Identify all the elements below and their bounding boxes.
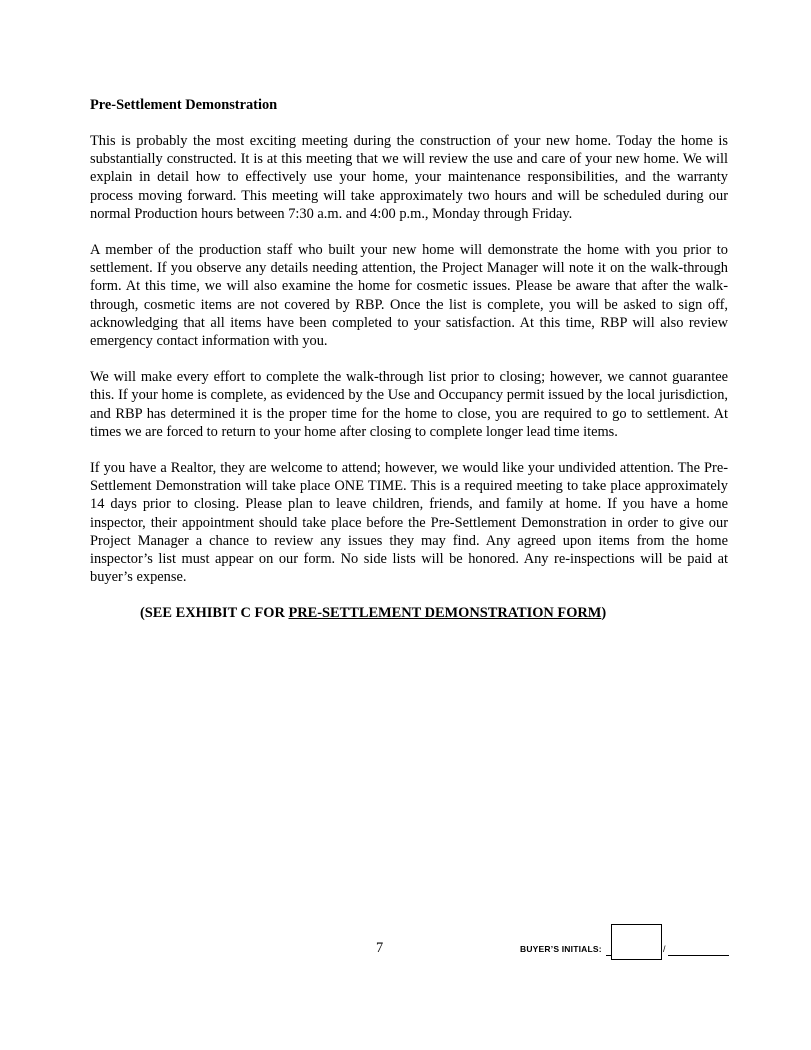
page-number: 7 bbox=[376, 940, 384, 956]
exhibit-reference bbox=[90, 604, 728, 622]
initials-box[interactable] bbox=[611, 924, 662, 960]
paragraph-walkthrough: A member of the production staff who built your new home will demonstrate the home with you prior to settlement. If you observe any details needing attention, the Project Manager will note it on the walk-through form. At this time, we will also examine the home for cosmetic issues. Please be aware that after the walk-through, cosmetic items are not covered by RBP. Once the list is complete, you will be asked to sign off, acknowledging that all items have been completed to your satisfaction. At this time, RBP will also review emergency contact information with you. bbox=[90, 242, 728, 350]
paragraph-closing: We will make every effort to complete the walk-through list prior to closing; however, we cannot guarantee this. If your home is complete, as evidenced by the Use and Occupancy permit issued by the local jurisdiction, and RBP has determined it is the proper time for the home to close, you are required to go to settlement. At times we are forced to return to your home after closing to complete longer lead time items. bbox=[90, 369, 728, 440]
page-content bbox=[90, 96, 728, 622]
paragraph-attendance: If you have a Realtor, they are welcome to attend; however, we would like your undivided attention. The Pre-Settlement Demonstration will take place ONE TIME. This is a required meeting to take place approximately 14 days prior to closing. Please plan to leave children, friends, and family at home. If you have a home inspector, their appointment should take place before the Pre-Settlement Demonstration in order to give our Project Manager a chance to review any issues they may find. Any agreed upon items from the home inspector’s list must appear on our form. No side lists will be honored. Any re-inspections will be paid at buyer’s expense. bbox=[90, 460, 728, 586]
buyers-initials-label: BUYER’S INITIALS: bbox=[520, 944, 602, 954]
exhibit-form-title: PRE-SETTLEMENT DEMONSTRATION FORM bbox=[288, 605, 602, 622]
section-heading: Pre-Settlement Demonstration bbox=[90, 97, 278, 113]
paragraph-intro: This is probably the most exciting meeting during the construction of your new home. Today the home is substantially constructed. It is at this meeting that we will review the use and care of your new home. We will explain in detail how to effectively use your home, your maintenance responsibilities, and the warranty process moving forward. This meeting will take approximately two hours and will be scheduled during our normal Production hours between 7:30 a.m. and 4:00 p.m., Monday through Friday. bbox=[90, 133, 728, 222]
initials-separator: / bbox=[663, 944, 666, 954]
initials-line-second[interactable] bbox=[668, 955, 729, 956]
exhibit-suffix: ) bbox=[601, 605, 607, 622]
exhibit-prefix: (SEE EXHIBIT C FOR bbox=[140, 605, 289, 622]
